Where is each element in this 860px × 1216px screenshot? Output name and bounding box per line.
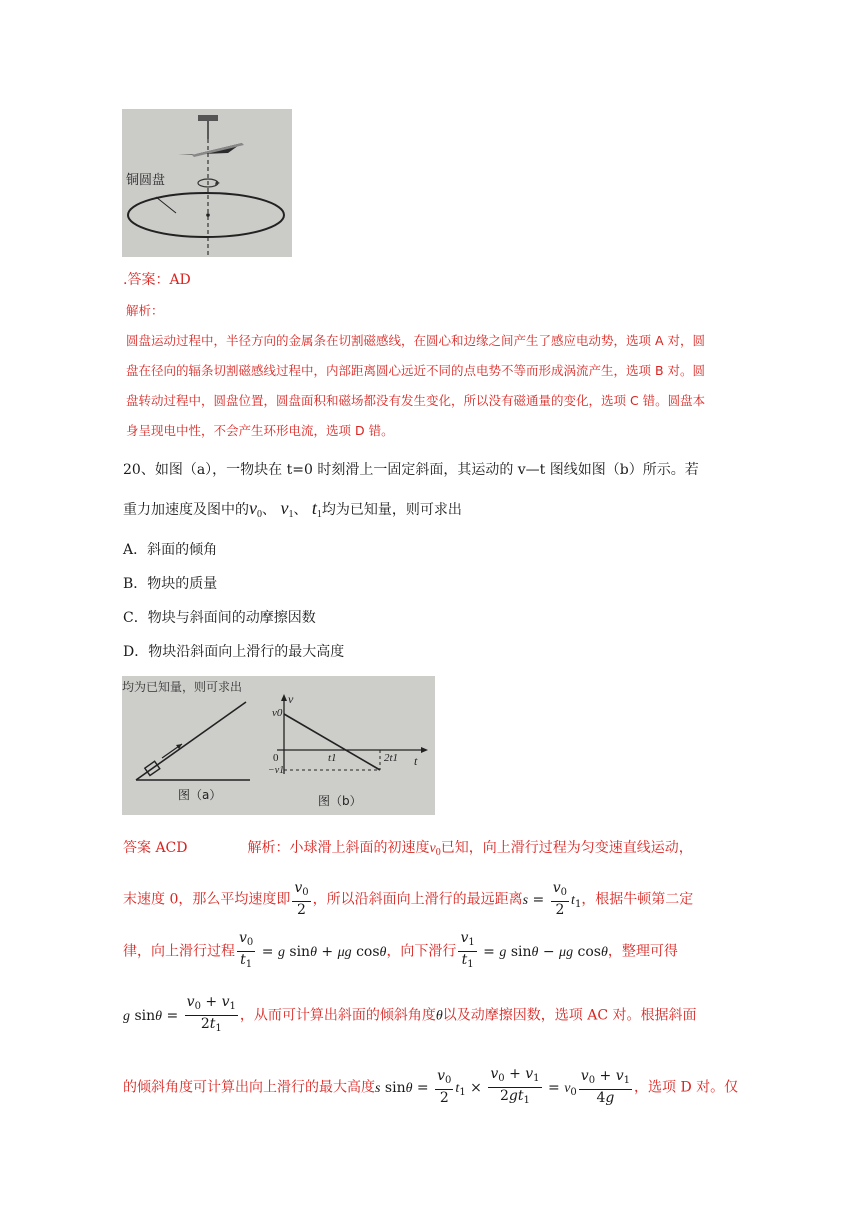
axis-v-label: v <box>288 692 294 706</box>
q20-line1: 20、如图（a），一物块在 t=0 时刻滑上一固定斜面，其运动的 v—t 图线如图（b）所示。若 <box>123 462 699 478</box>
analysis-20-label: 解析： <box>247 840 290 856</box>
answer-20-text: ，从而可计算出斜面的倾斜角度 <box>239 1007 436 1024</box>
analysis-19-title: 解析： <box>126 303 164 318</box>
answer-20-line5: 的倾斜角度可计算出向上滑行的最大高度s sinθ = $\frac{v_0}{2}$ $t_1$ × $\frac{v_0 + v_1}{2gt_1}$ = $v_0$ $\frac{v_0 + v_1}{4g}$ ，选项 D 对。仅 <box>123 1066 739 1106</box>
answer-20-text: 已知，向上滑行过程为匀变速直线运动， <box>440 840 693 856</box>
disc-label: 铜圆盘 <box>126 173 166 188</box>
answer-20-line2: 末速度 0，那么平均速度即 $\frac{v_0}{2}$ ，所以沿斜面向上滑行的最远距离s = $\frac{v_0}{2}$ $t_1$，根据牛顿第二定 <box>123 880 694 918</box>
q20-option-b: B．物块的质量 <box>123 576 218 592</box>
q20-line2: 重力加速度及图中的$v_0$、 $v_1$、 $t_1$均为已知量，则可求出 <box>123 498 462 520</box>
q20-option-d: D．物块沿斜面向上滑行的最大高度 <box>123 644 345 660</box>
axis-t-label: t <box>414 754 418 768</box>
v1-label: −v1 <box>268 765 285 776</box>
analysis-19-line: 身呈现电中性，不会产生环形电流，选项 D 错。 <box>126 423 394 438</box>
q20-line2-post: 均为已知量，则可求出 <box>321 502 462 518</box>
answer-20-text: 以及动摩擦因数，选项 AC 对。根据斜面 <box>442 1007 697 1024</box>
answer-20-text: 的倾斜角度可计算出向上滑行的最大高度 <box>123 1079 375 1096</box>
answer-20-line4: g sinθ = $\frac{v_0 + v_1}{2t_1}$ ，从而可计算出斜面的倾斜角度θ以及动摩擦因数，选项 AC 对。根据斜面 <box>123 994 697 1034</box>
answer-20-line1: 答案 ACD 解析：小球滑上斜面的初速度$v_0$已知，向上滑行过程为匀变速直线运动， <box>123 840 693 858</box>
answer-20-text: 末速度 0，那么平均速度即 <box>123 891 291 908</box>
answer-20-text: ，根据牛顿第二定 <box>581 891 694 908</box>
fig-header-text: 均为已知量，则可求出 <box>122 680 243 694</box>
copper-disc-figure <box>122 109 292 257</box>
answer-20-text: ，整理可得 <box>607 943 678 960</box>
answer-20-text: ，所以沿斜面向上滑行的最远距离 <box>312 891 523 908</box>
caption-a: 图（a） <box>178 788 222 802</box>
incline-vt-figure <box>122 676 435 815</box>
answer-19: .答案：AD <box>123 272 191 288</box>
t1-label: t1 <box>328 752 337 764</box>
q20-option-c: C．物块与斜面间的动摩擦因数 <box>123 610 316 626</box>
analysis-19-line: 盘在径向的辐条切割磁感线过程中，内部距离圆心远近不同的点电势不等而形成涡流产生，选项 B 对。圆 <box>126 363 706 378</box>
analysis-19 <box>126 296 746 446</box>
2t1-label: 2t1 <box>384 752 399 764</box>
q20-line2-pre: 重力加速度及图中的 <box>123 502 249 518</box>
answer-20-text: 小球滑上斜面的初速度 <box>289 840 430 856</box>
answer-20-text: ，向下滑行 <box>386 943 457 960</box>
origin-label: 0 <box>273 752 279 764</box>
answer-20-text: 律，向上滑行过程 <box>123 943 235 960</box>
answer-20-head: 答案 ACD <box>123 840 188 856</box>
answer-20-text: ，选项 D 对。仅 <box>634 1079 739 1096</box>
v0-label: v0 <box>272 707 283 719</box>
answer-20-line3: 律，向上滑行过程 $\frac{v_0}{t_1}$ = g sinθ + μg cosθ，向下滑行 $\frac{v_1}{t_1}$ = g sinθ − μg cosθ，整理可得 <box>123 930 678 970</box>
analysis-19-line: 圆盘运动过程中，半径方向的金属条在切割磁感线，在圆心和边缘之间产生了感应电动势，选项 A 对，圆 <box>126 333 705 348</box>
q20-option-a: A．斜面的倾角 <box>123 542 218 558</box>
analysis-19-line: 盘转动过程中，圆盘位置，圆盘面积和磁场都没有发生变化，所以没有磁通量的变化，选项 C 错。圆盘本 <box>126 393 706 408</box>
caption-b: 图（b） <box>318 794 362 808</box>
